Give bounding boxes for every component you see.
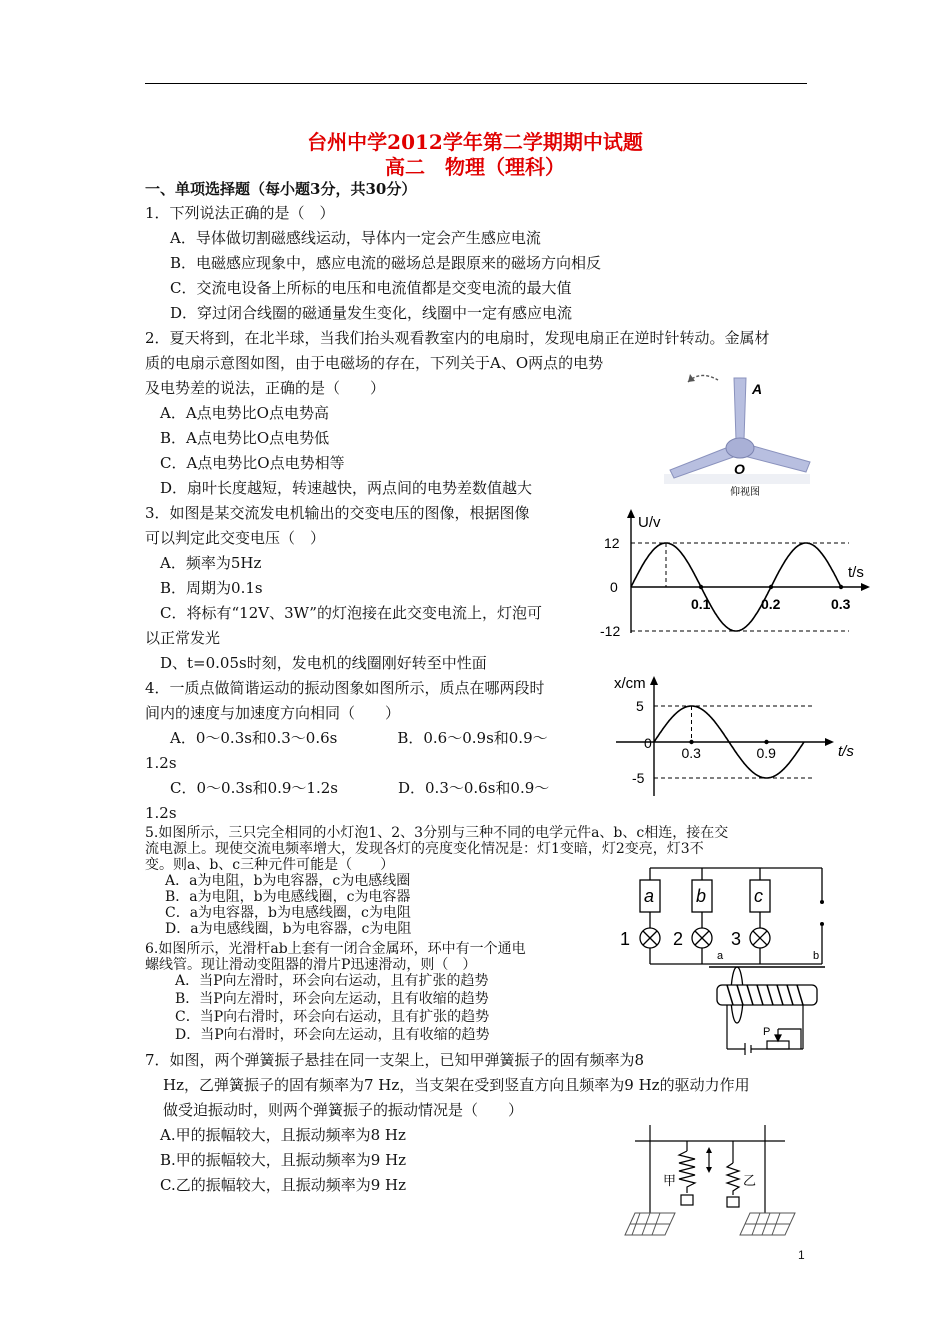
q4-options-cd-cont: 1.2s	[145, 804, 177, 822]
q2-option-a: A．A点电势比O点电势高	[160, 404, 329, 422]
up-arrow-icon	[706, 1147, 712, 1153]
slider-p-label: P	[763, 1026, 771, 1038]
q2-option-b: B．A点电势比O点电势低	[160, 429, 330, 447]
q3-option-b: B．周期为0.1s	[160, 579, 263, 597]
element-a-label: a	[644, 886, 655, 906]
x-axis-arrow-icon	[825, 738, 834, 746]
x-tick-mark	[839, 585, 843, 589]
q4-line2: 间内的速度与加速度方向相同（ ）	[145, 704, 401, 722]
x-axis-label: t/s	[848, 564, 864, 581]
y-tick-label: 12	[604, 535, 620, 551]
fan-figure	[660, 362, 815, 497]
q5-line1: 5.如图所示，三只完全相同的小灯泡1、2、3分别与三种不同的电学元件a、b、c相连，接在交	[145, 825, 729, 841]
q6-option-c: C．当P向右滑时，环会向右运动，且有扩张的趋势	[175, 1009, 490, 1025]
voltage-chart	[596, 505, 886, 645]
q3-option-c-cont: 以正常发光	[145, 629, 221, 647]
q2-option-d: D．扇叶长度越短，转速越快，两点间的电势差数值越大	[160, 479, 533, 497]
solenoid-figure	[705, 945, 830, 1057]
lamp-1-label: 1	[620, 929, 631, 949]
q5-option-b: B．a为电阻，b为电感线圈，c为电容器	[165, 889, 411, 905]
q4-options-cd: C．0～0.3s和0.9～1.2s D．0.3～0.6s和0.9～	[170, 779, 550, 797]
q5-option-a: A．a为电阻，b为电容器，c为电感线圈	[165, 873, 411, 889]
q5-line3: 变。则a、b、c三种元件可能是（ ）	[145, 857, 395, 873]
rod-end-a-label: a	[717, 950, 724, 962]
y-axis-arrow-icon	[650, 676, 658, 685]
q7-option-c: C.乙的振幅较大，且振动频率为9 Hz	[160, 1176, 407, 1194]
x-tick-label: 0.3	[681, 745, 701, 761]
q5-option-c: C．a为电容器，b为电感线圈，c为电阻	[165, 905, 411, 921]
x-tick-mark	[769, 585, 773, 589]
fan-label-a: A	[752, 381, 763, 397]
q4-line1: 4．一质点做简谐运动的振动图象如图所示，质点在哪两段时	[145, 679, 545, 697]
section-heading: 一、单项选择题（每小题3分，共30分）	[145, 180, 417, 198]
y-tick-label: 0	[644, 735, 652, 751]
exam-subtitle: 高二 物理（理科）	[385, 155, 565, 179]
q2-line2: 质的电扇示意图如图，由于电磁场的存在，下列关于A、O两点的电势	[145, 354, 604, 372]
q3-option-c: C．将标有“12V、3W”的灯泡接在此交变电流上，灯泡可	[160, 604, 542, 622]
q2-option-c: C．A点电势比O点电势相等	[160, 454, 345, 472]
q7-line2: Hz，乙弹簧振子的固有频率为7 Hz，当支架在受到竖直方向且频率为9 Hz的驱动力作用	[163, 1076, 750, 1094]
fan-caption: 仰视图	[730, 487, 760, 497]
q7-option-a: A.甲的振幅较大，且振动频率为8 Hz	[160, 1126, 406, 1144]
y-tick-label: 0	[610, 579, 618, 595]
top-rule	[145, 83, 807, 84]
q2-line3: 及电势差的说法，正确的是（ ）	[145, 379, 386, 397]
fan-blade-top	[734, 378, 746, 440]
q3-option-d: D、t=0.05s时刻，发电机的线圈刚好转至中性面	[160, 654, 487, 672]
x-tick-label: 0.3	[831, 596, 851, 612]
q7-option-b: B.甲的振幅较大，且振动频率为9 Hz	[160, 1151, 407, 1169]
x-tick-label: 0.2	[761, 596, 781, 612]
spring-jia-label: 甲	[663, 1173, 677, 1188]
x-axis-label: t/s	[838, 743, 854, 760]
q1-option-c: C．交流电设备上所标的电压和电流值都是交变电流的最大值	[170, 279, 572, 297]
q4-options-ab: A．0～0.3s和0.3～0.6s B．0.6～0.9s和0.9～	[170, 729, 548, 747]
x-tick-label: 0.1	[691, 596, 711, 612]
q5-line2: 流电源上。现使交流电频率增大，发现各灯的亮度变化情况是：灯1变暗，灯2变亮，灯3不	[145, 841, 704, 857]
lamp-2-label: 2	[673, 929, 684, 949]
x-axis-arrow-icon	[861, 583, 870, 591]
spring-figure	[615, 1123, 805, 1238]
y-axis-label: U/v	[638, 514, 661, 531]
q6-option-d: D．当P向右滑时，环会向左运动，且有收缩的趋势	[175, 1027, 490, 1043]
y-tick-label: 5	[636, 698, 644, 714]
x-tick-mark	[764, 740, 768, 744]
fan-hub	[726, 438, 754, 458]
spring-yi-label: 乙	[743, 1173, 757, 1188]
down-arrow-icon	[706, 1167, 712, 1173]
q7-line3: 做受迫振动时，则两个弹簧振子的振动情况是（ ）	[163, 1101, 524, 1119]
q5-option-d: D．a为电感线圈，b为电容器，c为电阻	[165, 921, 412, 937]
q3-line1: 3．如图是某交流发电机输出的交变电压的图像，根据图像	[145, 504, 530, 522]
x-tick-mark	[689, 740, 693, 744]
q6-line1: 6.如图所示，光滑杆ab上套有一闭合金属环，环中有一个通电	[145, 941, 526, 957]
q1-option-b: B．电磁感应现象中，感应电流的磁场总是跟原来的磁场方向相反	[170, 254, 602, 272]
q1-option-d: D．穿过闭合线圈的磁通量发生变化，线圈中一定有感应电流	[170, 304, 573, 322]
y-axis-label: x/cm	[614, 675, 646, 692]
q3-option-a: A．频率为5Hz	[160, 554, 262, 572]
q4-options-ab-cont: 1.2s	[145, 754, 177, 772]
element-c-label: c	[754, 886, 763, 906]
q3-line2: 可以判定此交变电压（ ）	[145, 529, 326, 547]
lamp-3-label: 3	[731, 929, 742, 949]
x-tick-label: 0.9	[756, 745, 776, 761]
y-axis-arrow-icon	[627, 509, 635, 518]
y-tick-label: -5	[632, 770, 645, 786]
q1-option-a: A．导体做切割磁感线运动，导体内一定会产生感应电流	[170, 229, 541, 247]
q6-option-a: A．当P向左滑时，环会向右运动，且有扩张的趋势	[175, 973, 489, 989]
q2-line1: 2．夏天将到，在北半球，当我们抬头观看教室内的电扇时，发现电扇正在逆时针转动。金属材	[145, 329, 770, 347]
page-number: 1	[798, 1248, 805, 1262]
displacement-chart	[610, 672, 880, 800]
rod-end-b-label: b	[813, 950, 820, 962]
x-tick-mark	[699, 585, 703, 589]
q6-line2: 螺线管。现让滑动变阻器的滑片P迅速滑动，则（ ）	[145, 957, 477, 973]
fan-label-o: O	[734, 461, 745, 477]
y-tick-label: -12	[600, 623, 621, 639]
exam-title: 台州中学2012学年第二学期期中试题	[307, 130, 643, 154]
q1-stem: 1．下列说法正确的是（ ）	[145, 204, 335, 222]
element-b-label: b	[696, 886, 707, 906]
q6-option-b: B．当P向左滑时，环会向左运动，且有收缩的趋势	[175, 991, 489, 1007]
q7-line1: 7．如图，两个弹簧振子悬挂在同一支架上，已知甲弹簧振子的固有频率为8	[145, 1051, 645, 1069]
